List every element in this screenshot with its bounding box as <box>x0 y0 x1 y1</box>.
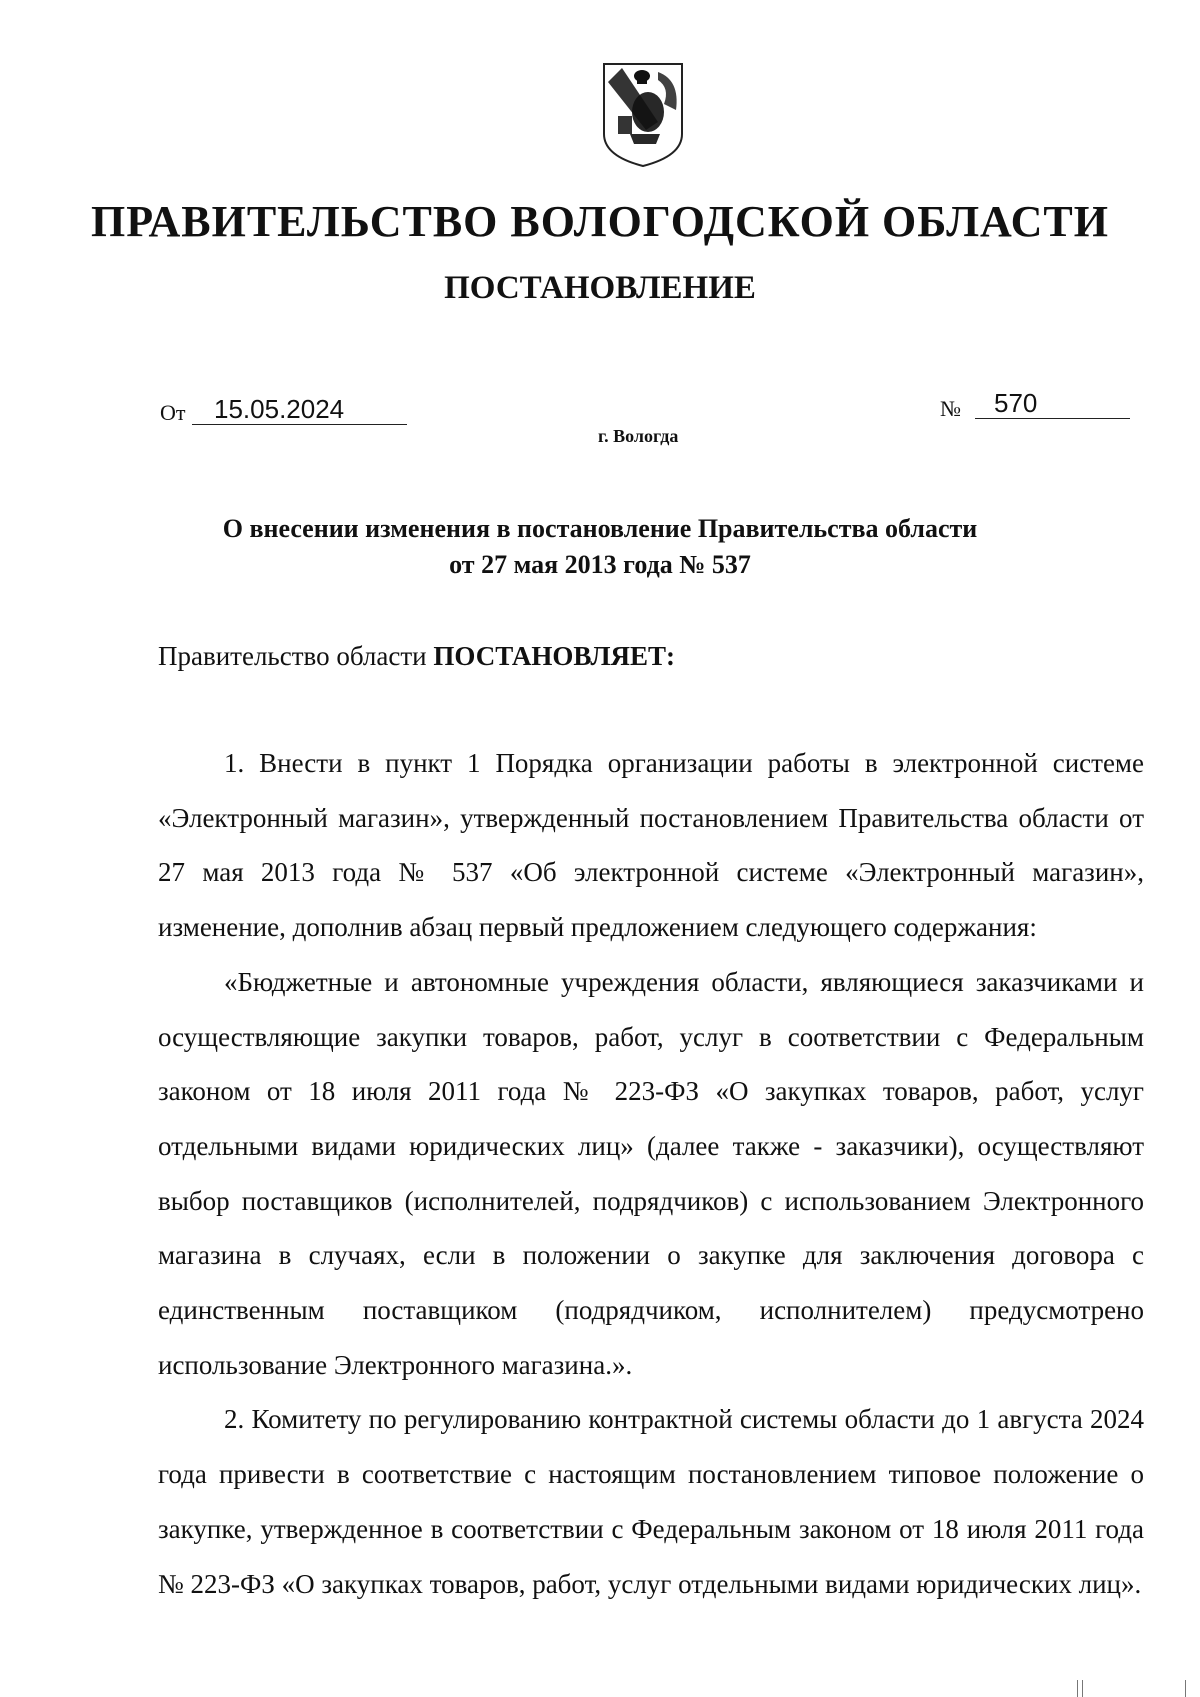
document-subject <box>0 511 1200 583</box>
scan-edge-mark <box>1082 1680 1083 1697</box>
scan-edge-mark <box>1077 1680 1078 1697</box>
preamble-emphasis: ПОСТАНОВЛЯЕТ: <box>433 641 675 671</box>
document-number: 570 <box>994 388 1038 418</box>
government-name: ПРАВИТЕЛЬСТВО ВОЛОГОДСКОЙ ОБЛАСТИ <box>91 197 1109 246</box>
subject-line-1: О внесении изменения в постановление Правительства области <box>222 514 978 543</box>
subject-line-2: от 27 мая 2013 года № 537 <box>449 550 751 579</box>
number-sign: № <box>940 396 961 421</box>
paragraph-3: 2. Комитету по регулированию контрактной системы области до 1 августа 2024 года привести в соответствие с настоящим постановлением типовое положение о закупке, утвержденное в соответствии с Федеральным законом от 18 июля 2011 года № 223-ФЗ «О закупках товаров, работ, услуг отдельными видами юридических лиц». <box>158 1404 1144 1599</box>
document-body <box>158 736 1144 1611</box>
scan-edge-mark <box>1185 1680 1186 1697</box>
document-type: ПОСТАНОВЛЕНИЕ <box>444 270 756 306</box>
paragraph-1: 1. Внести в пункт 1 Порядка организации работы в электронной системе «Электронный магазин», утвержденный постановлением Правительства области от 27 мая 2013 года № 537 «Об электронной системе «Электронный магазин», изменение, дополнив абзац первый предложением следующего содержания: <box>158 748 1144 943</box>
date-prefix: От <box>160 400 186 425</box>
paragraph-2: «Бюджетные и автономные учреждения области, являющиеся заказчиками и осуществляющие закупки товаров, работ, услуг в соответствии с Федеральным законом от 18 июля 2011 года № 223-ФЗ «О закупках товаров, работ, услуг отдельными видами юридических лиц» (далее также - заказчики), осуществляют выбор поставщиков (исполнителей, подрядчиков) с использованием Электронного магазина в случаях, если в положении о закупке для заключения договора с единственным поставщиком (подрядчиком, исполнителем) предусмотрено использование Электронного магазина.». <box>158 966 1144 1380</box>
preamble <box>158 641 675 672</box>
document-date: 15.05.2024 <box>214 394 345 424</box>
vologda-coat-of-arms-icon <box>600 60 686 170</box>
city: г. Вологда <box>598 426 679 446</box>
preamble-text: Правительство области <box>158 641 434 671</box>
